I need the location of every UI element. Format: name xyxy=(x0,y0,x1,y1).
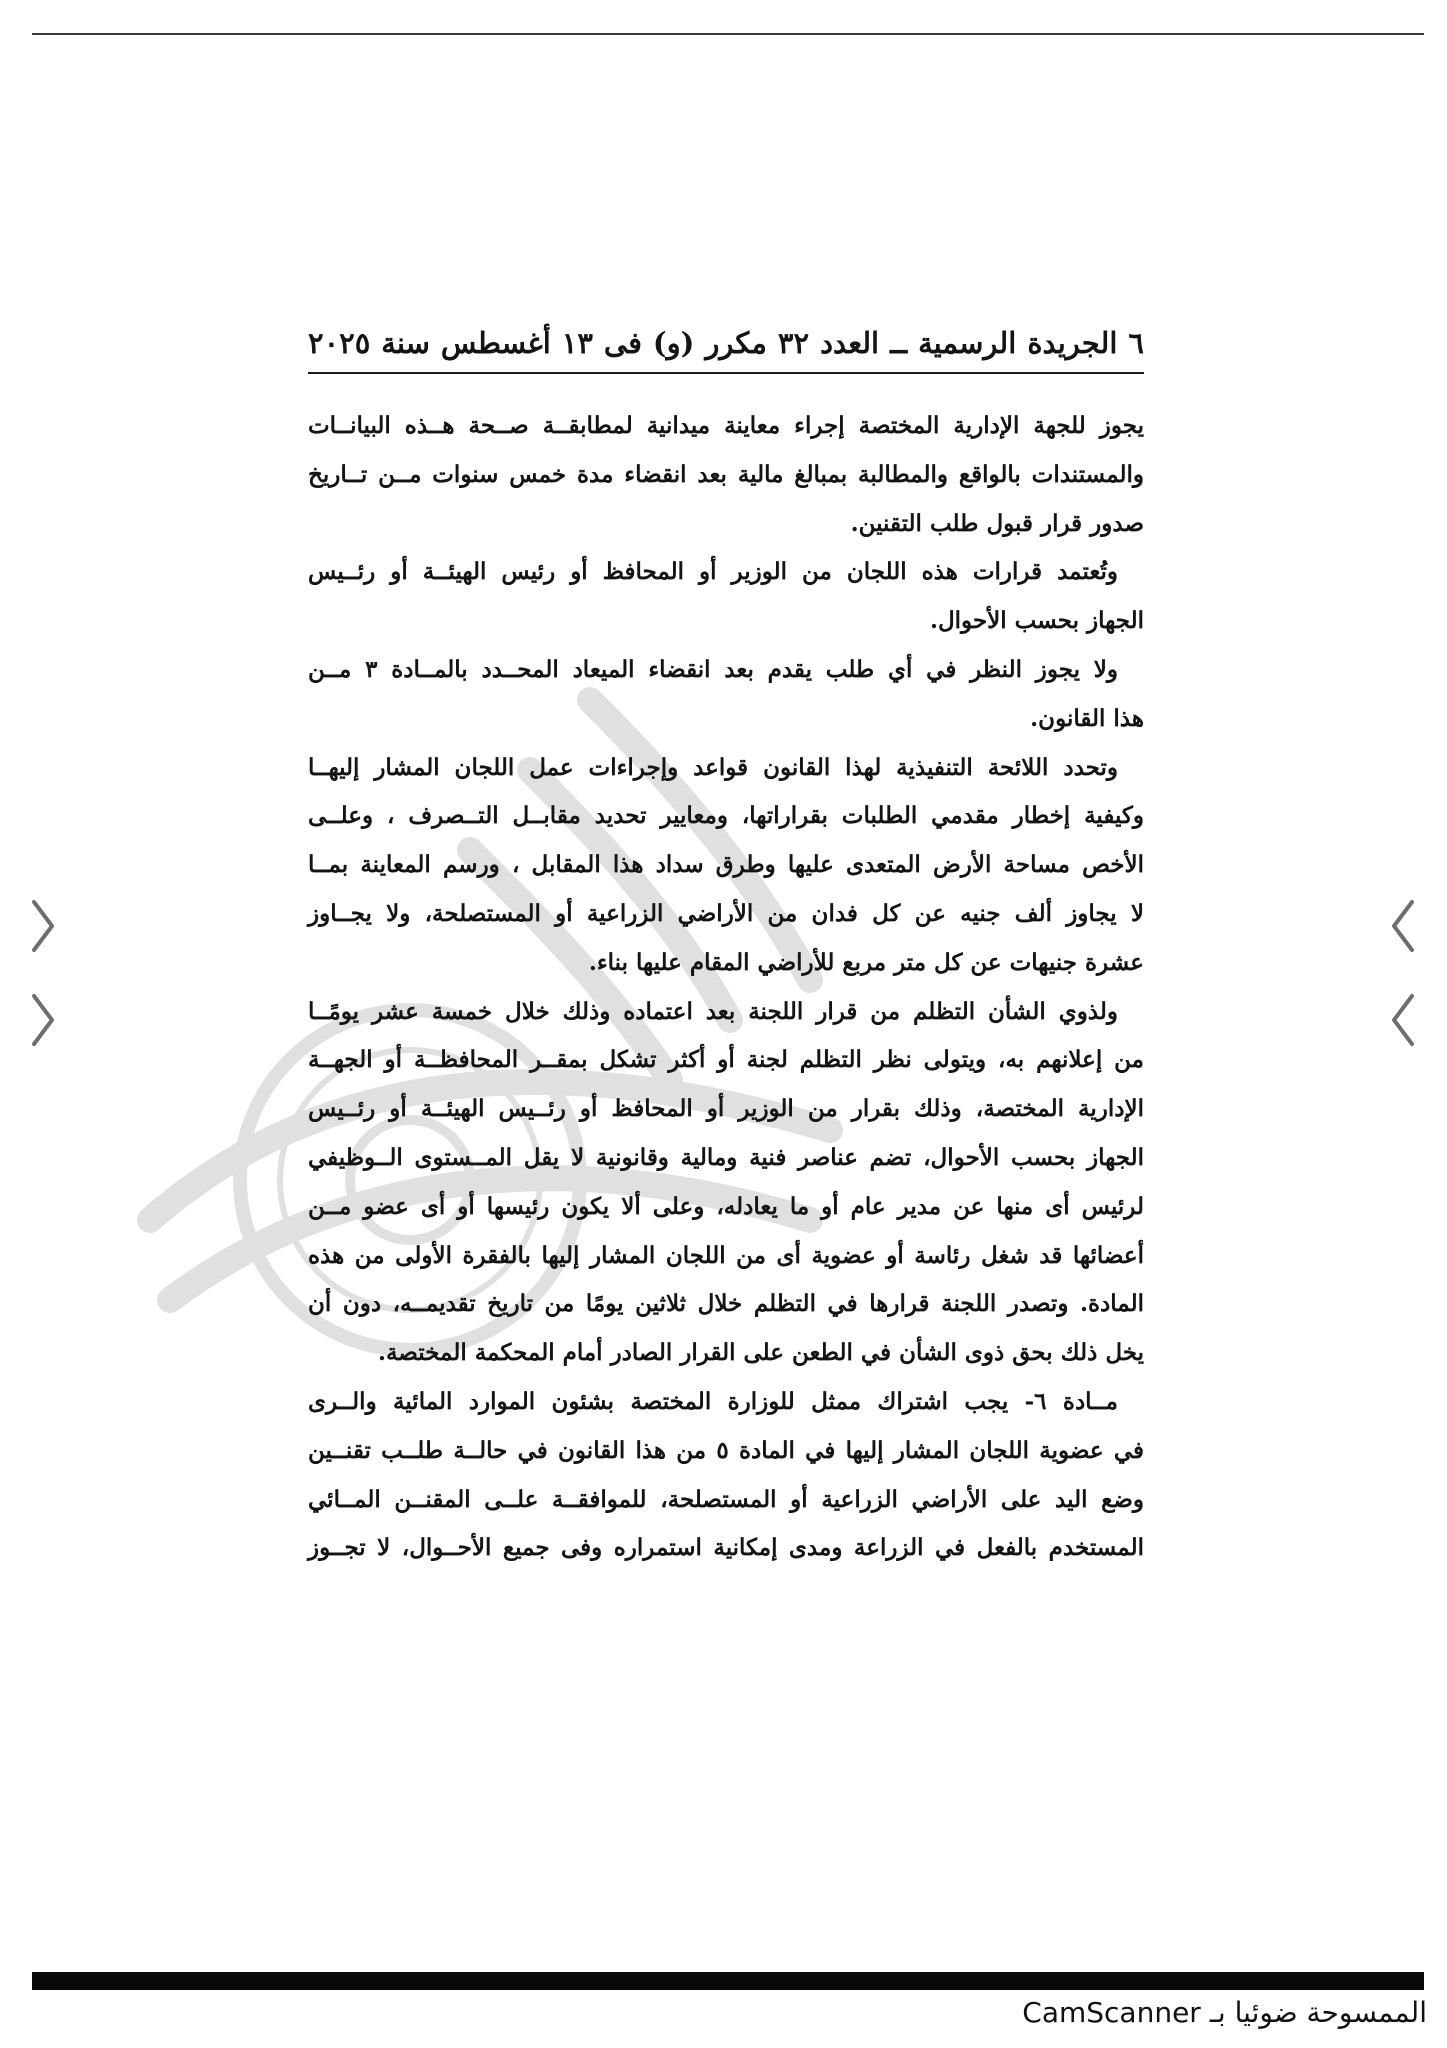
paragraph-1 xyxy=(308,402,1144,548)
text-line: المستخدم بالفعل في الزراعة ومدى إمكانية استمراره وفى جميع الأحــوال، لا تجــوز xyxy=(308,1534,1144,1562)
text-line: الجهاز بحسب الأحوال. xyxy=(929,607,1144,635)
paragraph-5 xyxy=(308,988,1144,1378)
text-line: والمستندات بالواقع والمطالبة بمبالغ مالية بعد انقضاء مدة خمس سنوات مــن تــاريخ xyxy=(308,460,1144,488)
article-text: يجب اشتراك ممثل للوزارة المختصة بشئون الموارد المائية والــرى xyxy=(308,1387,1025,1415)
text-line: وكيفية إخطار مقدمي الطلبات بقراراتها، ومعايير تحديد مقابــل التــصرف ، وعلــى xyxy=(308,802,1144,830)
chevron-right-icon[interactable] xyxy=(26,990,60,1050)
text-line: ولذوي الشأن التظلم من قرار اللجنة بعد اعتماده وذلك خلال خمسة عشر يومًــا xyxy=(308,997,1118,1025)
chevron-left-icon[interactable] xyxy=(1386,990,1420,1050)
camscanner-label: الممسوحة ضوئيا بـ CamScanner xyxy=(1022,1996,1427,2029)
text-line: الجهاز بحسب الأحوال، تضم عناصر فنية ومالية وقانونية لا يقل المــستوى الــوظيفي xyxy=(308,1143,1144,1171)
text-line: ولا يجوز النظر في أي طلب يقدم بعد انقضاء الميعاد المحــدد بالمــادة ٣ مــن xyxy=(308,655,1118,683)
text-line: في عضوية اللجان المشار إليها في المادة ٥ من هذا القانون في حالــة طلــب تقنــين xyxy=(308,1436,1144,1464)
text-line: الإدارية المختصة، وذلك بقرار من الوزير أو المحافظ أو رئــيس الهيئــة أو رئــيس xyxy=(308,1095,1144,1123)
chevron-right-icon[interactable] xyxy=(26,896,60,956)
header-rule xyxy=(308,372,1144,374)
article-label: مــادة ٦- xyxy=(1024,1387,1118,1415)
paragraph-3 xyxy=(308,646,1144,744)
text-line: لا يجاوز ألف جنيه عن كل فدان من الأراضي الزراعية أو المستصلحة، ولا يجــاوز xyxy=(308,899,1144,927)
text-line: يخل ذلك بحق ذوى الشأن في الطعن على القرار الصادر أمام المحكمة المختصة. xyxy=(377,1339,1144,1367)
header-title: ٦ الجريدة الرسمية ــ العدد ٣٢ مكرر (و) فى ١٣ أغسطس سنة ٢٠٢٥ xyxy=(308,326,1144,360)
text-line: وتحدد اللائحة التنفيذية لهذا القانون قواعد وإجراءات عمل اللجان المشار إليهــا xyxy=(308,753,1118,781)
text-line: وضع اليد على الأراضي الزراعية أو المستصلحة، للموافقــة علــى المقنــن المــائي xyxy=(308,1485,1144,1513)
article-6 xyxy=(308,1378,1144,1573)
paragraph-2 xyxy=(308,548,1144,646)
text-line: وتُعتمد قرارات هذه اللجان من الوزير أو المحافظ أو رئيس الهيئــة أو رئــيس xyxy=(308,558,1118,586)
chevron-left-icon[interactable] xyxy=(1386,896,1420,956)
text-line: هذا القانون. xyxy=(1030,704,1144,732)
top-border-line xyxy=(32,33,1424,35)
text-line: أعضائها قد شغل رئاسة أو عضوية أى من اللجان المشار إليها بالفقرة الأولى من هذه xyxy=(308,1241,1144,1269)
paragraph-4 xyxy=(308,744,1144,988)
document-body xyxy=(308,402,1144,1573)
text-line: المادة. وتصدر اللجنة قرارها في التظلم خلال ثلاثين يومًا من تاريخ تقديمــه، دون أن xyxy=(308,1290,1144,1318)
text-line: من إعلانهم به، ويتولى نظر التظلم لجنة أو أكثر تشكل بمقــر المحافظــة أو الجهــة xyxy=(308,1046,1144,1074)
text-line: يجوز للجهة الإدارية المختصة إجراء معاينة ميدانية لمطابقــة صــحة هــذه البيانــات xyxy=(308,412,1144,439)
text-line xyxy=(308,1378,1144,1427)
page-header xyxy=(308,320,1144,374)
text-line: عشرة جنيهات عن كل متر مربع للأراضي المقام عليها بناء. xyxy=(588,948,1144,976)
text-line: صدور قرار قبول طلب التقنين. xyxy=(850,509,1144,537)
text-line: لرئيس أى منها عن مدير عام أو ما يعادله، وعلى ألا يكون رئيسها أو أى عضو مــن xyxy=(308,1192,1144,1220)
text-line: الأخص مساحة الأرض المتعدى عليها وطرق سداد هذا المقابل ، ورسم المعاينة بمــا xyxy=(308,851,1144,879)
footer-bar xyxy=(32,1972,1424,1990)
